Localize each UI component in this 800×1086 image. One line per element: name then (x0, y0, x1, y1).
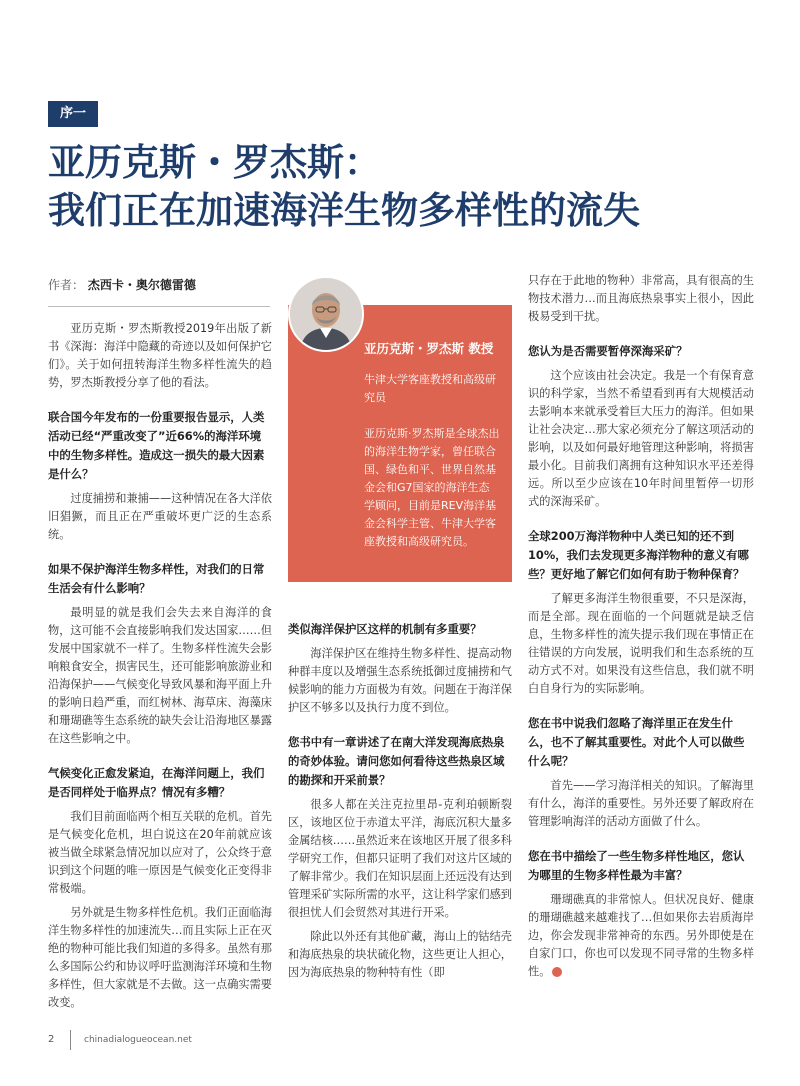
footer-divider (70, 1030, 71, 1050)
answer-paragraph: 海洋保护区在维持生物多样性、提高动物种群丰度以及增强生态系统抵御过度捕捞和气候影响的能力方面极为有效。问题在于海洋保护区不够多以及执行力度不到位。 (288, 647, 512, 714)
question-heading: 气候变化正愈发紧迫，在海洋问题上，我们是否同样处于临界点？情况有多糟？ (48, 766, 265, 799)
portrait-icon (290, 278, 362, 350)
author-byline (48, 276, 196, 293)
title-line-2: 我们正在加速海洋生物多样性的流失 (48, 188, 640, 232)
answer-paragraph: 除此以外还有其他矿藏，海山上的钴结壳和海底热泉的块状硫化物，这些更让人担心，因为海底热泉的物种特有性（即 (288, 930, 512, 979)
answer-paragraph: 了解更多海洋生物很重要，不只是深海，而是全部。现在面临的一个问题就是缺乏信息，生物多样性的流失提示我们现在事情正在往错误的方向发展，说明我们和生态系统的互动方式不对。如果没有这些信息，我们就不明白自身行为的实际影响。 (528, 592, 754, 695)
answer-paragraph: 首先——学习海洋相关的知识。了解海里有什么，海洋的重要性。另外还要了解政府在管理影响海洋的活动方面做了什么。 (528, 779, 754, 828)
end-mark-icon (552, 967, 562, 977)
author-label: 作者： (48, 278, 85, 292)
author-divider (48, 306, 270, 307)
intro-paragraph: 亚历克斯・罗杰斯教授2019年出版了新书《深海：海洋中隐藏的奇迹以及如何保护它们》。关于如何扭转海洋生物多样性流失的趋势，罗杰斯教授分享了他的看法。 (48, 322, 272, 389)
column-2 (288, 620, 512, 988)
profile-title: 牛津大学客座教授和高级研究员 (364, 373, 496, 404)
answer-paragraph: 很多人都在关注克拉里昂-克利珀顿断裂区，该地区位于赤道太平洋，海底沉积大量多金属结核……虽然近来在该地区开展了很多科学研究工作，但都只证明了我们对这片区域的了解非常少。我们在知识层面上还远没有达到管理采矿实际所需的水平，这让科学家们感到很担忧人们会贸然对其进行开采。 (288, 798, 512, 919)
author-name: 杰西卡・奥尔德雷德 (87, 278, 196, 292)
column-3 (528, 272, 754, 987)
answer-paragraph: 最明显的就是我们会失去来自海洋的食物，这可能不会直接影响我们发达国家……但发展中国家就不一样了。生物多样性流失会影响粮食安全，损害民生，还可能影响旅游业和沿海保护——气候变化导致风暴和海平面上升的影响日趋严重，而红树林、海草床、海藻床和珊瑚礁等生态系统的缺失会让沿海地区暴露在这些影响之中。 (48, 606, 272, 745)
answer-paragraph: 我们目前面临两个相互关联的危机。首先是气候变化危机，坦白说这在20年前就应该被当做全球紧急情况加以应对了，公众终于意识到这个问题的唯一原因是气候变化正变得非常极端。 (48, 810, 272, 895)
question-heading: 您在书中说我们忽略了海洋里正在发生什么，也不了解其重要性。对此个人可以做些什么呢？ (528, 716, 745, 768)
profile-name: 亚历克斯・罗杰斯 教授 (364, 341, 494, 356)
answer-paragraph: 另外就是生物多样性危机。我们正面临海洋生物多样性的加速流失…而且实际上正在灭绝的物种可能比我们知道的多得多。虽然有那么多国际公约和协议呼吁监测海洋环境和生物多样性，但大家就是不去做。这一点确实需要改变。 (48, 906, 272, 1009)
answer-paragraph (528, 891, 754, 981)
question-heading: 联合国今年发布的一份重要报告显示，人类活动已经“严重改变了”近66%的海洋环境中的生物多样性。造成这一损失的最大因素是什么？ (48, 410, 265, 481)
question-heading: 类似海洋保护区这样的机制有多重要？ (288, 622, 482, 636)
answer-paragraph: 过度捕捞和兼捕——这种情况在各大洋依旧猖獗，而且正在严重破坏更广泛的生态系统。 (48, 492, 272, 541)
continued-paragraph: 只存在于此地的物种）非常高，具有很高的生物技术潜力…而且海底热泉事实上很小，因此极易受到干扰。 (528, 274, 754, 323)
column-1 (48, 320, 272, 1018)
question-heading: 您认为是否需要暂停深海采矿？ (528, 344, 688, 358)
avatar (288, 276, 364, 352)
section-tag: 序一 (48, 101, 98, 127)
footer-site: chinadialogueocean.net (84, 1035, 192, 1045)
page-title (48, 138, 768, 234)
question-heading: 您书中有一章讲述了在南大洋发现海底热泉的奇妙体验。请问您如何看待这些热泉区域的勘探和开采前景？ (288, 735, 505, 787)
question-heading: 如果不保护海洋生物多样性，对我们的日常生活会有什么影响？ (48, 562, 265, 595)
answer-text: 珊瑚礁真的非常惊人。但状况良好、健康的珊瑚礁越来越难找了…但如果你去岩质海岸边，你会发现非常神奇的东西。另外即使是在自家门口，你也可以发现不同寻常的生物多样性。 (528, 893, 754, 978)
page-number: 2 (48, 1034, 55, 1045)
answer-paragraph: 这个应该由社会决定。我是一个有保育意识的科学家，当然不希望看到再有大规模活动去影响本来就承受着巨大压力的海洋。但如果让社会决定…那大家必须充分了解这项活动的影响，以及如何最好地管理这种影响，将损害最小化。目前我们离拥有这种知识水平还差得远。所以至少应该在10年时间里暂停一切形式的深海采矿。 (528, 369, 754, 508)
question-heading: 您在书中描绘了一些生物多样性地区，您认为哪里的生物多样性最为丰富？ (528, 849, 745, 882)
question-heading: 全球200万海洋物种中人类已知的还不到10%，我们去发现更多海洋物种的意义有哪些？更好地了解它们如何有助于物种保育？ (528, 529, 749, 581)
title-line-1: 亚历克斯・罗杰斯： (48, 140, 381, 184)
profile-bio: 亚历克斯·罗杰斯是全球杰出的海洋生物学家，曾任联合国、绿色和平、世界自然基金会和G7国家的海洋生态学顾问，目前是REV海洋基金会科学主管、牛津大学客座教授和高级研究员。 (364, 427, 500, 548)
